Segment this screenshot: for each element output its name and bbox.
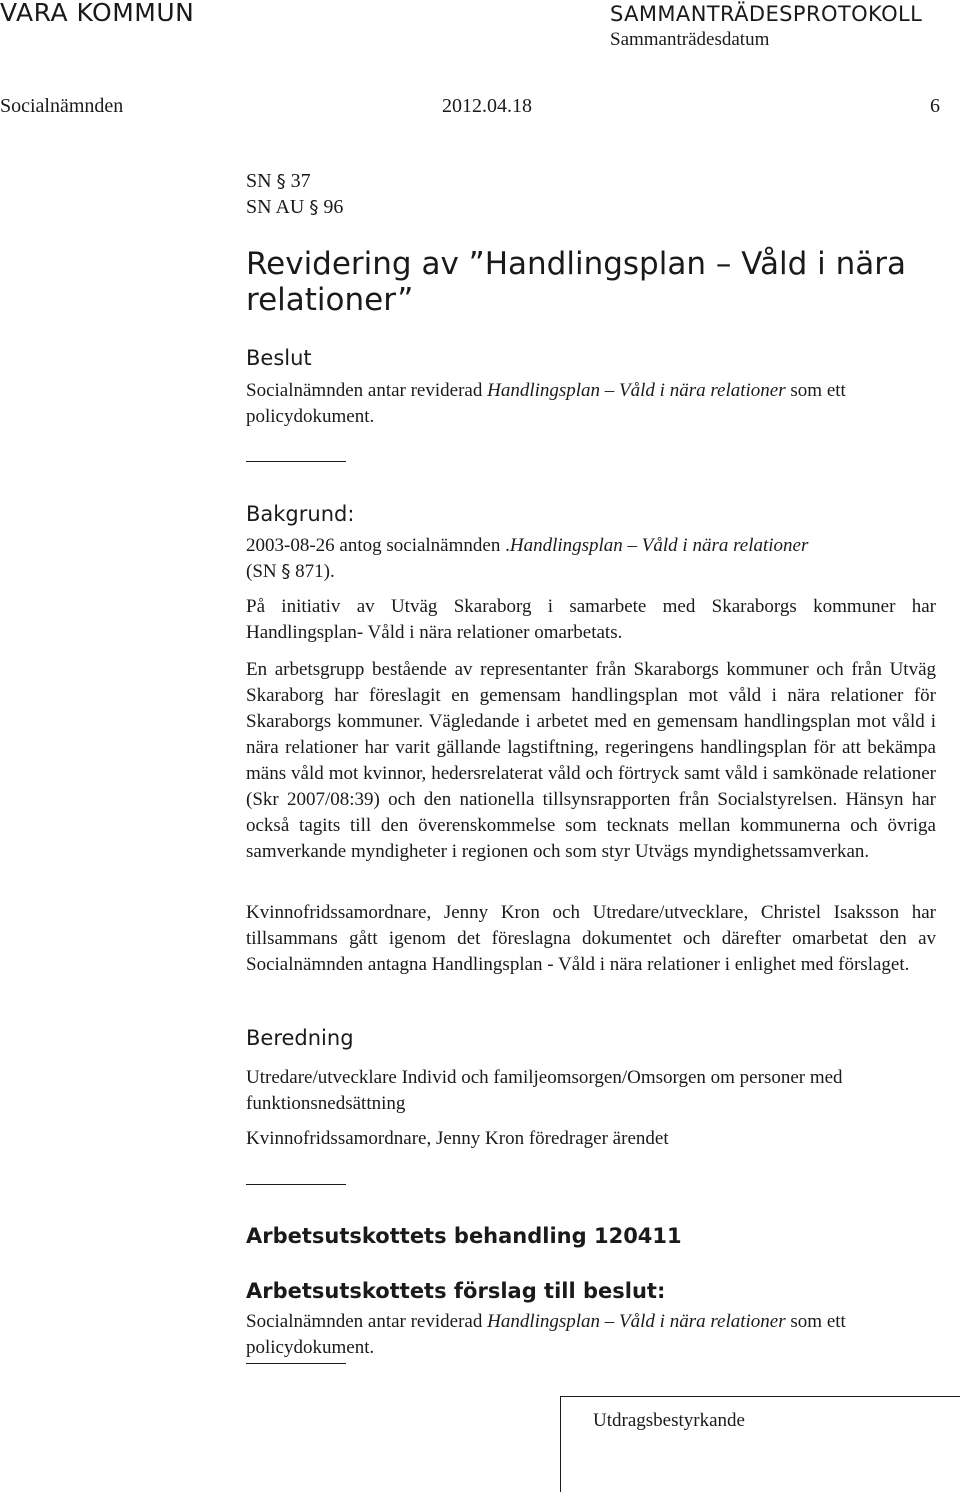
- au-forslag-heading: Arbetsutskottets förslag till beslut:: [246, 1279, 666, 1303]
- au-forslag-text: Socialnämnden antar reviderad Handlingsplan – Våld i nära relationer som ett policydokument.: [246, 1311, 846, 1358]
- committee-name: Socialnämnden: [0, 95, 124, 117]
- page-title: Revidering av ”Handlingsplan – Våld i nära relationer”: [246, 246, 906, 318]
- signature-label: Utdragsbestyrkande: [593, 1410, 745, 1431]
- beredning-heading: Beredning: [246, 1026, 354, 1050]
- section-icon: §: [309, 197, 319, 218]
- beredning-line1: Utredare/utvecklare Individ och familjeomsorgen/Omsorgen om personer med funktionsnedsättning: [246, 1067, 843, 1114]
- case-ref-sn: SN § 37: [246, 170, 311, 192]
- divider: [246, 461, 346, 462]
- municipality-name: VARA KOMMUN: [0, 0, 195, 27]
- beslut-heading: Beslut: [246, 346, 312, 370]
- page-number: 6: [930, 95, 940, 117]
- bakgrund-heading: Bakgrund:: [246, 502, 355, 526]
- case-ref-au: SN AU § 96: [246, 196, 344, 218]
- bakgrund-para2: En arbetsgrupp bestående av representanter från Skaraborgs kommuner och från Utväg Skaraborg har föreslagit en gemensam handlingsplan mot våld i nära relationer för Skaraborgs kommuner. Vägledande i arbetet med en gemensam handlingsplan mot våld i nära relationer har varit gällande lagstiftning, regeringens handlingsplan för att bekämpa mäns våld mot kvinnor, hedersrelaterat våld och förtryck samt våld i samkönade relationer (Skr 2007/08:39) och den nationella tillsynsrapporten från Socialstyrelsen. Hänsyn har också tagits till den överenskommelse som tecknats mellan kommunerna och övriga samverkande myndigheter i regionen och som styr Utvägs myndighetssamverkan.: [246, 659, 936, 862]
- document-type: SAMMANTRÄDESPROTOKOLL: [610, 2, 923, 26]
- bakgrund-para1: På initiativ av Utväg Skaraborg i samarbete med Skaraborgs kommuner har Handlingsplan- Våld i nära relationer omarbetats.: [246, 596, 936, 643]
- beredning-line2: Kvinnofridssamordnare, Jenny Kron föredrager ärendet: [246, 1128, 669, 1149]
- divider: [246, 1363, 346, 1364]
- meeting-date-label: Sammanträdesdatum: [610, 29, 770, 50]
- divider: [246, 1184, 346, 1185]
- au-behandling-heading: Arbetsutskottets behandling 120411: [246, 1224, 682, 1248]
- bakgrund-line2: (SN § 871).: [246, 561, 335, 582]
- section-icon: §: [276, 171, 286, 192]
- beslut-text: Socialnämnden antar reviderad Handlingsplan – Våld i nära relationer som ett policydokument.: [246, 380, 846, 427]
- section-icon: §: [281, 561, 291, 582]
- meeting-date: 2012.04.18: [442, 95, 532, 117]
- bakgrund-para3: Kvinnofridssamordnare, Jenny Kron och Utredare/utvecklare, Christel Isaksson har tillsammans gått igenom det föreslagna dokumentet och därefter omarbetat den av Socialnämnden antagna Handlingsplan - Våld i nära relationer i enlighet med förslaget.: [246, 902, 936, 975]
- bakgrund-line1: 2003-08-26 antog socialnämnden .Handlingsplan – Våld i nära relationer: [246, 535, 809, 556]
